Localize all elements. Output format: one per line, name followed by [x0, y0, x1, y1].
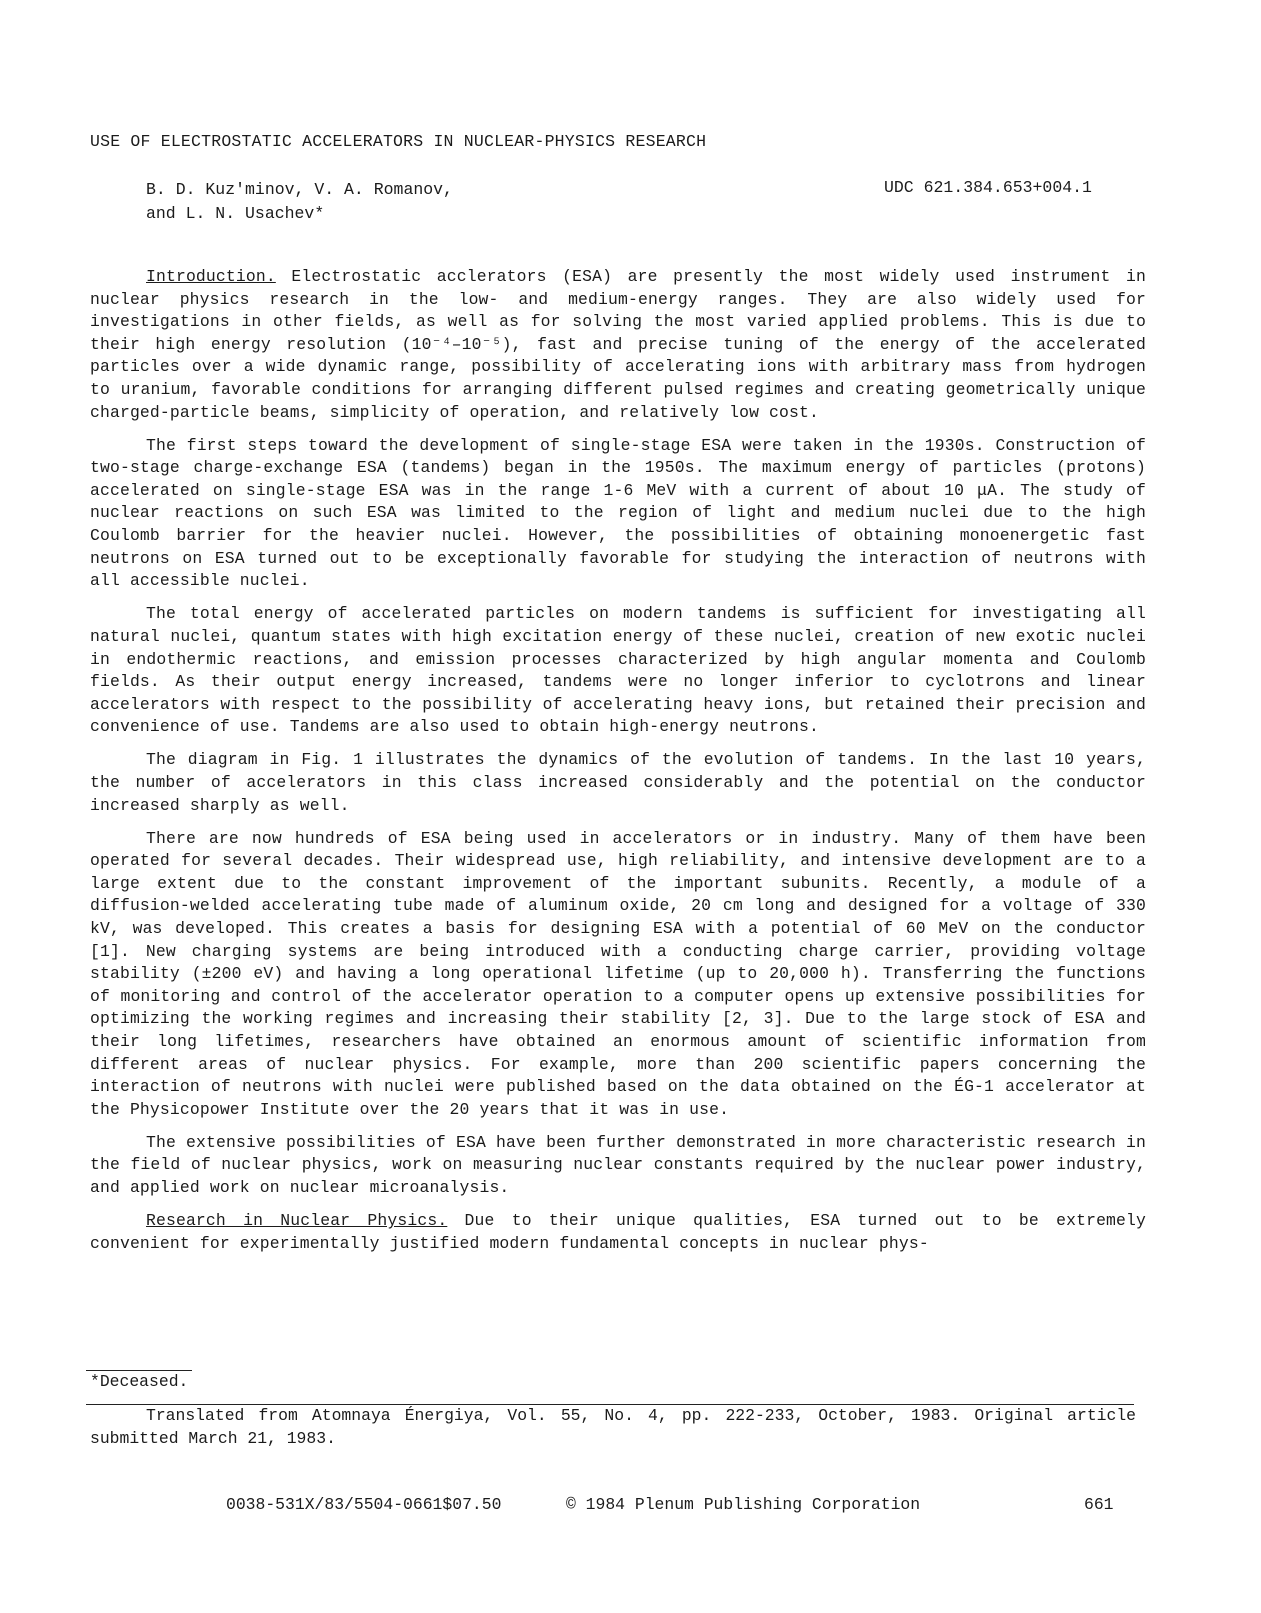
paragraph-research	[90, 1210, 1146, 1255]
paragraph-text: The extensive possibilities of ESA have been further demonstrated in more characteristic research in the field of nuclear physics, work on measuring nuclear constants required by the nuclear power industry, and applied work on nuclear microanalysis.	[90, 1132, 1146, 1198]
article-title: USE OF ELECTROSTATIC ACCELERATORS IN NUCLEAR-PHYSICS RESEARCH	[90, 132, 707, 151]
section-heading-research: Research in Nuclear Physics.	[146, 1211, 448, 1231]
copyright-notice: © 1984 Plenum Publishing Corporation	[566, 1495, 921, 1514]
author-list	[146, 178, 453, 226]
author-line-1: B. D. Kuz'minov, V. A. Romanov,	[146, 180, 453, 199]
paragraph	[90, 828, 1146, 1122]
paragraph	[90, 603, 1146, 739]
paragraph-text: The diagram in Fig. 1 illustrates the dynamics of the evolution of tandems. In the last 10 years, the number of accelerators in this class increased considerably and the potential on the conductor increased sharply as well.	[90, 750, 1146, 815]
journal-code: 0038-531X/83/5504-0661$07.50	[226, 1495, 502, 1514]
page-number: 661	[1084, 1495, 1114, 1514]
footnote-divider	[86, 1370, 192, 1371]
paragraph-text: There are now hundreds of ESA being used in accelerators or in industry. Many of them have been operated for several decades. Their widespread use, high reliability, and intensive development are to a large extent due to the constant improvement of the important subunits. Recently, a module of a diffusion-welded accelerating tube made of aluminum oxide, 20 cm long and designed for a voltage of 330 kV, was developed. This creates a basis for designing ESA with a potential of 60 MeV on the conductor [1]. New charging systems are being introduced with a conducting charge carrier, providing voltage stability (±200 eV) and having a long operational lifetime (up to 20,000 h). Transferring the functions of monitoring and control of the accelerator operation to a computer opens up extensive possibilities for optimizing the working regimes and increasing their stability [2, 3]. Due to the large stock of ESA and their long lifetimes, researchers have obtained an enormous amount of scientific information from different areas of nuclear physics. For example, more than 200 scientific papers concerning the interaction of neutrons with nuclei were published based on the data obtained on the ÉG-1 accelerator at the Physicopower Institute over the 20 years that it was in use.	[90, 828, 1146, 1119]
author-line-2: and L. N. Usachev*	[146, 204, 325, 223]
article-body	[90, 266, 1146, 1266]
paragraph-text: Electrostatic acclerators (ESA) are presently the most widely used instrument in nuclear physics research in the low- and medium-energy ranges. They are also widely used for investigations in other fields, as well as for solving the most varied applied problems. This is due to their high energy resolution (10⁻⁴–10⁻⁵), fast and precise tuning of the energy of the accelerated particles over a wide dynamic range, possibility of accelerating ions with arbitrary mass from hydrogen to uranium, favorable conditions for arranging different pulsed regimes and creating geometrically unique charged-particle beams, simplicity of operation, and relatively low cost.	[90, 267, 1146, 422]
translation-note: Translated from Atomnaya Énergiya, Vol. 55, No. 4, pp. 222-233, October, 1983. Original article submitted March 21, 1983.	[90, 1406, 1136, 1448]
paragraph-text: The first steps toward the development of single-stage ESA were taken in the 1930s. Construction of two-stage charge-exchange ESA (tandems) began in the 1950s. The maximum energy of particles (protons) accelerated on single-stage ESA was in the range 1-6 MeV with a current of about 10 μA. The study of nuclear reactions on such ESA was limited to the region of light and medium nuclei due to the high Coulomb barrier for the heavier nuclei. However, the possibilities of obtaining monoenergetic fast neutrons on ESA turned out to be exceptionally favorable for studying the interaction of neutrons with all accessible nuclei.	[90, 435, 1146, 591]
paragraph	[90, 749, 1146, 817]
paragraph-introduction	[90, 266, 1146, 424]
paragraph	[90, 435, 1146, 593]
paragraph-text: The total energy of accelerated particles on modern tandems is sufficient for investigating all natural nuclei, quantum states with high excitation energy of these nuclei, creation of new exotic nuclei in endothermic reactions, and emission processes characterized by high angular momenta and Coulomb fields. As their output energy increased, tandems were no longer inferior to cyclotrons and linear accelerators with respect to the possibility of accelerating heavy ions, but retained their precision and convenience of use. Tandems are also used to obtain high-energy neutrons.	[90, 604, 1146, 737]
paragraph	[90, 1132, 1146, 1200]
section-heading-introduction: Introduction.	[146, 267, 276, 286]
paragraph-text: Due to their unique qualities, ESA turned out to be extremely convenient for experimentally justified modern fundamental concepts in nuclear phys-	[90, 1211, 1146, 1253]
udc-code: UDC 621.384.653+004.1	[884, 178, 1092, 197]
footnote: *Deceased.	[90, 1372, 189, 1391]
